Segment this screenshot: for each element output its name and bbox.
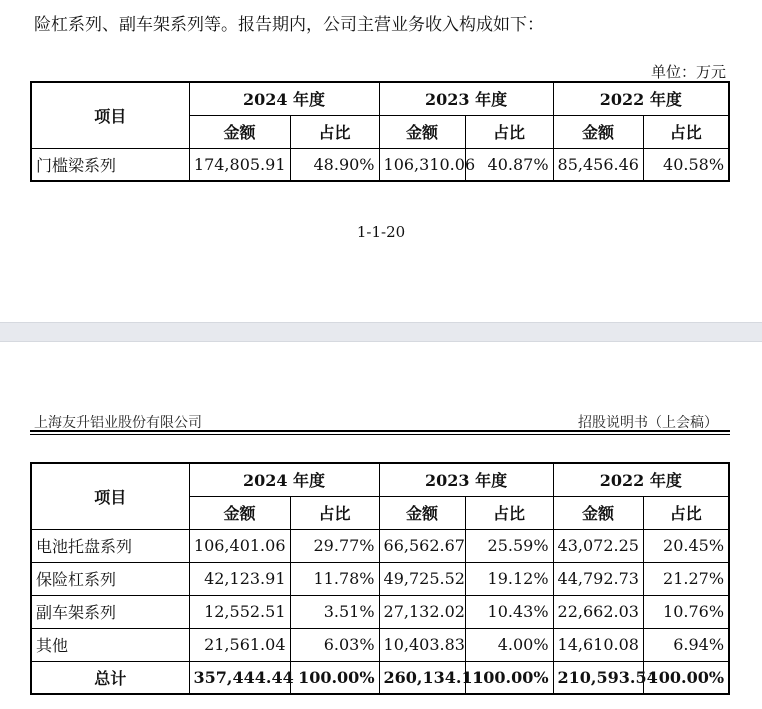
header-rule bbox=[30, 430, 730, 432]
year-header-2024: 2024 年度 bbox=[189, 82, 379, 115]
company-name: 上海友升铝业股份有限公司 bbox=[34, 415, 202, 431]
page-1 bbox=[0, 0, 762, 322]
total-value: 100.00% bbox=[465, 661, 553, 694]
cell-value: 174,805.91 bbox=[189, 148, 290, 181]
year-header-2023: 2023 年度 bbox=[379, 82, 553, 115]
ratio-header: 占比 bbox=[643, 496, 729, 529]
cell-value: 48.90% bbox=[290, 148, 379, 181]
page-2 bbox=[0, 342, 762, 709]
total-value: 357,444.44 bbox=[189, 661, 290, 694]
table-row bbox=[31, 595, 729, 628]
row-label: 电池托盘系列 bbox=[31, 529, 189, 562]
cell-value: 22,662.03 bbox=[553, 595, 643, 628]
total-value: 260,134.11 bbox=[379, 661, 465, 694]
row-label: 门槛梁系列 bbox=[31, 148, 189, 181]
unit-label: 单位：万元 bbox=[650, 63, 726, 81]
year-header-2022: 2022 年度 bbox=[553, 463, 729, 496]
ratio-header: 占比 bbox=[643, 115, 729, 148]
ratio-header: 占比 bbox=[465, 496, 553, 529]
cell-value: 106,310.06 bbox=[379, 148, 465, 181]
cell-value: 44,792.73 bbox=[553, 562, 643, 595]
amount-header: 金额 bbox=[553, 496, 643, 529]
row-label: 保险杠系列 bbox=[31, 562, 189, 595]
cell-value: 20.45% bbox=[643, 529, 729, 562]
cell-value: 29.77% bbox=[290, 529, 379, 562]
revenue-table-bottom bbox=[30, 462, 730, 695]
cell-value: 42,123.91 bbox=[189, 562, 290, 595]
cell-value: 40.58% bbox=[643, 148, 729, 181]
cell-value: 85,456.46 bbox=[553, 148, 643, 181]
cell-value: 21.27% bbox=[643, 562, 729, 595]
total-label: 总计 bbox=[31, 661, 189, 694]
cell-value: 49,725.52 bbox=[379, 562, 465, 595]
cell-value: 19.12% bbox=[465, 562, 553, 595]
table-row bbox=[31, 148, 729, 181]
page-number: 1-1-20 bbox=[356, 223, 406, 241]
cell-value: 66,562.67 bbox=[379, 529, 465, 562]
table-row bbox=[31, 628, 729, 661]
amount-header: 金额 bbox=[189, 496, 290, 529]
cell-value: 40.87% bbox=[465, 148, 553, 181]
year-header-2023: 2023 年度 bbox=[379, 463, 553, 496]
cell-value: 6.94% bbox=[643, 628, 729, 661]
cell-value: 14,610.08 bbox=[553, 628, 643, 661]
amount-header: 金额 bbox=[379, 496, 465, 529]
cell-value: 43,072.25 bbox=[553, 529, 643, 562]
total-value: 210,593.54 bbox=[553, 661, 643, 694]
total-value: 100.00% bbox=[290, 661, 379, 694]
amount-header: 金额 bbox=[553, 115, 643, 148]
header-rule-thin bbox=[30, 434, 730, 435]
document-title: 招股说明书（上会稿） bbox=[578, 415, 718, 431]
cell-value: 10,403.83 bbox=[379, 628, 465, 661]
cell-value: 27,132.02 bbox=[379, 595, 465, 628]
cell-value: 25.59% bbox=[465, 529, 553, 562]
ratio-header: 占比 bbox=[290, 496, 379, 529]
cell-value: 10.43% bbox=[465, 595, 553, 628]
page-separator bbox=[0, 322, 762, 342]
cell-value: 12,552.51 bbox=[189, 595, 290, 628]
row-label: 其他 bbox=[31, 628, 189, 661]
ratio-header: 占比 bbox=[465, 115, 553, 148]
table-row bbox=[31, 529, 729, 562]
item-header: 项目 bbox=[31, 463, 189, 529]
intro-text: 险杠系列、副车架系列等。报告期内，公司主营业务收入构成如下： bbox=[34, 15, 544, 35]
total-value: 100.00% bbox=[643, 661, 729, 694]
ratio-header: 占比 bbox=[290, 115, 379, 148]
cell-value: 11.78% bbox=[290, 562, 379, 595]
cell-value: 21,561.04 bbox=[189, 628, 290, 661]
cell-value: 6.03% bbox=[290, 628, 379, 661]
cell-value: 3.51% bbox=[290, 595, 379, 628]
year-header-2024: 2024 年度 bbox=[189, 463, 379, 496]
cell-value: 106,401.06 bbox=[189, 529, 290, 562]
amount-header: 金额 bbox=[189, 115, 290, 148]
table-row bbox=[31, 562, 729, 595]
revenue-table-top bbox=[30, 81, 730, 182]
cell-value: 4.00% bbox=[465, 628, 553, 661]
total-row bbox=[31, 661, 729, 694]
item-header: 项目 bbox=[31, 82, 189, 148]
amount-header: 金额 bbox=[379, 115, 465, 148]
year-header-2022: 2022 年度 bbox=[553, 82, 729, 115]
row-label: 副车架系列 bbox=[31, 595, 189, 628]
cell-value: 10.76% bbox=[643, 595, 729, 628]
